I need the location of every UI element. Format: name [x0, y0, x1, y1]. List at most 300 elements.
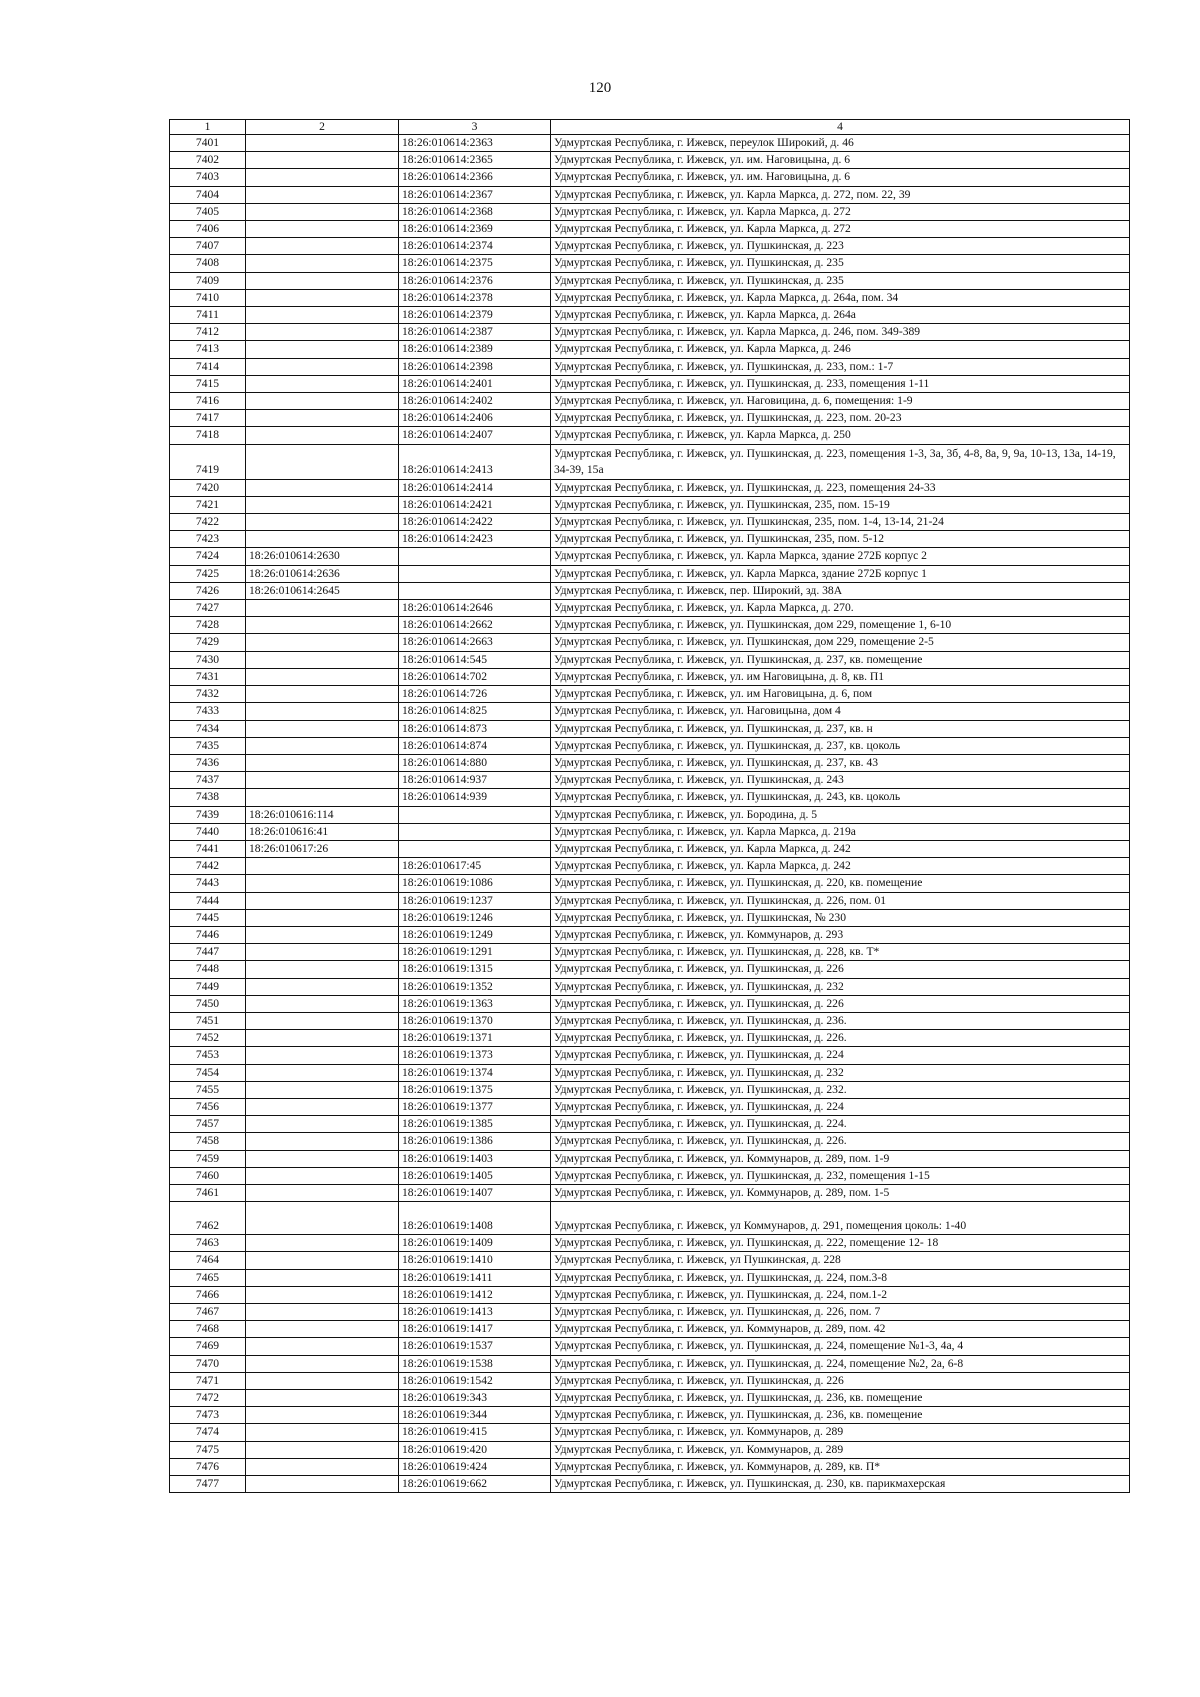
table-row [170, 1372, 1130, 1389]
cadastral-number-premises-cell: 18:26:010619:1417 [399, 1321, 551, 1338]
address-cell: Удмуртская Республика, г. Ижевск, ул. Пушкинская, д. 224. [551, 1116, 1130, 1133]
row-number-cell: 7450 [170, 995, 246, 1012]
address-cell: Удмуртская Республика, г. Ижевск, ул. Пушкинская, дом 229, помещение 1, 6-10 [551, 617, 1130, 634]
cadastral-number-building-cell [246, 772, 399, 789]
cadastral-number-building-cell [246, 909, 399, 926]
cadastral-number-building-cell [246, 221, 399, 238]
cadastral-number-premises-cell: 18:26:010614:2367 [399, 186, 551, 203]
cadastral-number-premises-cell: 18:26:010614:2414 [399, 479, 551, 496]
address-cell: Удмуртская Республика, г. Ижевск, ул. Коммунаров, д. 289 [551, 1441, 1130, 1458]
address-cell: Удмуртская Республика, г. Ижевск, ул. Карла Маркса, д. 242 [551, 840, 1130, 857]
cadastral-number-premises-cell: 18:26:010619:1370 [399, 1012, 551, 1029]
row-number-cell: 7470 [170, 1355, 246, 1372]
row-number-cell: 7449 [170, 978, 246, 995]
cadastral-number-building-cell [246, 686, 399, 703]
address-cell: Удмуртская Республика, г. Ижевск, ул. Пушкинская, д. 232. [551, 1081, 1130, 1098]
table-row [170, 686, 1130, 703]
cadastral-number-building-cell [246, 1133, 399, 1150]
address-cell: Удмуртская Республика, г. Ижевск, ул. Пушкинская, д. 223, помещения 1-3, 3а, 3б, 4-8, 8а, 9, 9а, 10-13, 13а, 14-19, 34-39, 15а [551, 444, 1130, 479]
table-row [170, 565, 1130, 582]
address-cell: Удмуртская Республика, г. Ижевск, ул. Пушкинская, д. 232, помещения 1-15 [551, 1167, 1130, 1184]
address-cell: Удмуртская Республика, г. Ижевск, ул. Пушкинская, д. 226. [551, 1030, 1130, 1047]
cadastral-number-building-cell [246, 152, 399, 169]
cadastral-number-building-cell [246, 1338, 399, 1355]
address-cell: Удмуртская Республика, г. Ижевск, ул. Пушкинская, д. 224, пом.1-2 [551, 1286, 1130, 1303]
cadastral-number-building-cell [246, 1286, 399, 1303]
table-row [170, 1150, 1130, 1167]
address-cell: Удмуртская Республика, г. Ижевск, ул. Пушкинская, д. 226 [551, 995, 1130, 1012]
cadastral-number-premises-cell: 18:26:010614:2389 [399, 341, 551, 358]
cadastral-number-building-cell [246, 1167, 399, 1184]
table-row [170, 410, 1130, 427]
cadastral-number-premises-cell: 18:26:010619:420 [399, 1441, 551, 1458]
row-number-cell: 7466 [170, 1286, 246, 1303]
table-row [170, 926, 1130, 943]
cadastral-number-premises-cell: 18:26:010619:1409 [399, 1235, 551, 1252]
table-row [170, 961, 1130, 978]
row-number-cell: 7411 [170, 307, 246, 324]
row-number-cell: 7431 [170, 668, 246, 685]
table-row [170, 892, 1130, 909]
table-row [170, 1286, 1130, 1303]
cadastral-number-premises-cell: 18:26:010614:2401 [399, 375, 551, 392]
table-row [170, 995, 1130, 1012]
cadastral-number-building-cell [246, 393, 399, 410]
row-number-cell: 7462 [170, 1202, 246, 1235]
cadastral-number-premises-cell: 18:26:010614:2422 [399, 514, 551, 531]
column-header-2: 2 [246, 120, 399, 135]
cadastral-number-premises-cell: 18:26:010614:2378 [399, 289, 551, 306]
address-cell: Удмуртская Республика, г. Ижевск, ул. Пушкинская, д. 223 [551, 238, 1130, 255]
cadastral-number-premises-cell: 18:26:010614:2366 [399, 169, 551, 186]
cadastral-number-premises-cell: 18:26:010619:1246 [399, 909, 551, 926]
address-cell: Удмуртская Республика, г. Ижевск, ул. Пушкинская, д. 226 [551, 961, 1130, 978]
cadastral-number-premises-cell: 18:26:010619:1385 [399, 1116, 551, 1133]
table-row [170, 375, 1130, 392]
row-number-cell: 7433 [170, 703, 246, 720]
table-row [170, 358, 1130, 375]
cadastral-number-premises-cell: 18:26:010619:1352 [399, 978, 551, 995]
cadastral-number-building-cell: 18:26:010617:26 [246, 840, 399, 857]
cadastral-number-building-cell [246, 1012, 399, 1029]
address-cell: Удмуртская Республика, г. Ижевск, ул. Пушкинская, д. 222, помещение 12- 18 [551, 1235, 1130, 1252]
cadastral-number-building-cell [246, 1321, 399, 1338]
address-cell: Удмуртская Республика, г. Ижевск, ул Коммунаров, д. 291, помещения цоколь: 1-40 [551, 1202, 1130, 1235]
row-number-cell: 7417 [170, 410, 246, 427]
table-row [170, 720, 1130, 737]
address-cell: Удмуртская Республика, г. Ижевск, ул. Пушкинская, д. 243 [551, 772, 1130, 789]
cadastral-number-premises-cell: 18:26:010614:2413 [399, 444, 551, 479]
address-cell: Удмуртская Республика, г. Ижевск, ул. Карла Маркса, д. 246, пом. 349-389 [551, 324, 1130, 341]
cadastral-number-premises-cell [399, 806, 551, 823]
row-number-cell: 7472 [170, 1390, 246, 1407]
address-cell: Удмуртская Республика, г. Ижевск, ул. Пушкинская, д. 220, кв. помещение [551, 875, 1130, 892]
address-cell: Удмуртская Республика, г. Ижевск, ул. Карла Маркса, д. 219а [551, 823, 1130, 840]
cadastral-number-premises-cell: 18:26:010614:2407 [399, 427, 551, 444]
row-number-cell: 7461 [170, 1184, 246, 1201]
table-row [170, 444, 1130, 479]
cadastral-number-premises-cell: 18:26:010614:2374 [399, 238, 551, 255]
row-number-cell: 7446 [170, 926, 246, 943]
cadastral-number-building-cell [246, 703, 399, 720]
table-row [170, 703, 1130, 720]
row-number-cell: 7435 [170, 737, 246, 754]
table-row [170, 427, 1130, 444]
row-number-cell: 7476 [170, 1458, 246, 1475]
address-cell: Удмуртская Республика, г. Ижевск, ул. Пушкинская, д. 232 [551, 978, 1130, 995]
address-cell: Удмуртская Республика, г. Ижевск, ул. Бородина, д. 5 [551, 806, 1130, 823]
cadastral-number-building-cell [246, 375, 399, 392]
address-cell: Удмуртская Республика, г. Ижевск, ул. Пушкинская, д. 236. [551, 1012, 1130, 1029]
cadastral-number-premises-cell: 18:26:010619:1408 [399, 1202, 551, 1235]
cadastral-number-building-cell [246, 307, 399, 324]
cadastral-number-building-cell [246, 289, 399, 306]
table-row [170, 1030, 1130, 1047]
cadastral-number-premises-cell: 18:26:010614:2363 [399, 135, 551, 152]
table-row [170, 1424, 1130, 1441]
cadastral-number-premises-cell: 18:26:010619:343 [399, 1390, 551, 1407]
table-row [170, 651, 1130, 668]
address-cell: Удмуртская Республика, г. Ижевск, ул. Пушкинская, д. 230, кв. парикмахерская [551, 1476, 1130, 1493]
address-cell: Удмуртская Республика, г. Ижевск, ул. Пушкинская, д. 224, пом.3-8 [551, 1269, 1130, 1286]
table-row [170, 238, 1130, 255]
cadastral-number-premises-cell [399, 840, 551, 857]
row-number-cell: 7454 [170, 1064, 246, 1081]
cadastral-number-building-cell [246, 617, 399, 634]
row-number-cell: 7452 [170, 1030, 246, 1047]
cadastral-number-building-cell [246, 600, 399, 617]
row-number-cell: 7458 [170, 1133, 246, 1150]
cadastral-number-premises-cell: 18:26:010614:825 [399, 703, 551, 720]
address-cell: Удмуртская Республика, г. Ижевск, ул. Пушкинская, 235, пом. 15-19 [551, 496, 1130, 513]
row-number-cell: 7460 [170, 1167, 246, 1184]
row-number-cell: 7423 [170, 531, 246, 548]
table-row [170, 840, 1130, 857]
table-row [170, 186, 1130, 203]
row-number-cell: 7420 [170, 479, 246, 496]
address-cell: Удмуртская Республика, г. Ижевск, ул. Наговицына, дом 4 [551, 703, 1130, 720]
row-number-cell: 7432 [170, 686, 246, 703]
cadastral-number-premises-cell: 18:26:010614:2646 [399, 600, 551, 617]
cadastral-number-premises-cell: 18:26:010619:1291 [399, 944, 551, 961]
table-row [170, 1269, 1130, 1286]
page-number: 120 [588, 80, 612, 96]
cadastral-number-building-cell [246, 1355, 399, 1372]
cadastral-number-premises-cell: 18:26:010614:726 [399, 686, 551, 703]
cadastral-number-premises-cell: 18:26:010619:1405 [399, 1167, 551, 1184]
cadastral-number-building-cell [246, 1424, 399, 1441]
register-body [170, 135, 1130, 1493]
cadastral-number-premises-cell: 18:26:010619:1249 [399, 926, 551, 943]
table-row [170, 1304, 1130, 1321]
table-row [170, 789, 1130, 806]
cadastral-number-premises-cell [399, 548, 551, 565]
row-number-cell: 7457 [170, 1116, 246, 1133]
table-row [170, 1321, 1130, 1338]
row-number-cell: 7451 [170, 1012, 246, 1029]
row-number-cell: 7453 [170, 1047, 246, 1064]
address-cell: Удмуртская Республика, г. Ижевск, ул. Коммунаров, д. 289, пом. 42 [551, 1321, 1130, 1338]
table-row [170, 479, 1130, 496]
cadastral-number-building-cell [246, 1047, 399, 1064]
table-row [170, 307, 1130, 324]
row-number-cell: 7469 [170, 1338, 246, 1355]
address-cell: Удмуртская Республика, г. Ижевск, ул. Пушкинская, 235, пом. 5-12 [551, 531, 1130, 548]
address-cell: Удмуртская Республика, г. Ижевск, ул. Пушкинская, д. 228, кв. Т* [551, 944, 1130, 961]
cadastral-number-premises-cell: 18:26:010619:1413 [399, 1304, 551, 1321]
cadastral-number-premises-cell: 18:26:010619:1403 [399, 1150, 551, 1167]
cadastral-number-building-cell [246, 926, 399, 943]
row-number-cell: 7436 [170, 754, 246, 771]
cadastral-number-premises-cell: 18:26:010614:2376 [399, 272, 551, 289]
address-cell: Удмуртская Республика, г. Ижевск, ул. Пушкинская, д. 226, пом. 7 [551, 1304, 1130, 1321]
cadastral-number-premises-cell: 18:26:010619:1410 [399, 1252, 551, 1269]
cadastral-number-premises-cell [399, 565, 551, 582]
table-row [170, 514, 1130, 531]
address-cell: Удмуртская Республика, г. Ижевск, ул. Карла Маркса, д. 264а [551, 307, 1130, 324]
row-number-cell: 7427 [170, 600, 246, 617]
cadastral-number-building-cell [246, 410, 399, 427]
cadastral-number-building-cell [246, 324, 399, 341]
address-cell: Удмуртская Республика, г. Ижевск, ул. Коммунаров, д. 289 [551, 1424, 1130, 1441]
address-cell: Удмуртская Республика, г. Ижевск, переулок Широкий, д. 46 [551, 135, 1130, 152]
cadastral-number-building-cell: 18:26:010616:41 [246, 823, 399, 840]
address-cell: Удмуртская Республика, г. Ижевск, ул. Пушкинская, д. 223, помещения 24-33 [551, 479, 1130, 496]
table-row [170, 1407, 1130, 1424]
address-cell: Удмуртская Республика, г. Ижевск, ул. Пушкинская, д. 226. [551, 1133, 1130, 1150]
table-row [170, 255, 1130, 272]
table-row [170, 823, 1130, 840]
address-cell: Удмуртская Республика, г. Ижевск, ул. Пушкинская, д. 237, кв. н [551, 720, 1130, 737]
cadastral-number-premises-cell: 18:26:010619:344 [399, 1407, 551, 1424]
address-cell: Удмуртская Республика, г. Ижевск, ул. Пушкинская, № 230 [551, 909, 1130, 926]
row-number-cell: 7473 [170, 1407, 246, 1424]
table-row [170, 617, 1130, 634]
row-number-cell: 7416 [170, 393, 246, 410]
address-cell: Удмуртская Республика, г. Ижевск, ул. Коммунаров, д. 289, кв. П* [551, 1458, 1130, 1475]
address-cell: Удмуртская Республика, г. Ижевск, ул. Пушкинская, д. 223, пом. 20-23 [551, 410, 1130, 427]
cadastral-number-building-cell [246, 1458, 399, 1475]
cadastral-number-building-cell [246, 789, 399, 806]
row-number-cell: 7434 [170, 720, 246, 737]
address-cell: Удмуртская Республика, г. Ижевск, ул. им. Наговицына, д. 6 [551, 169, 1130, 186]
cadastral-number-building-cell [246, 858, 399, 875]
row-number-cell: 7415 [170, 375, 246, 392]
cadastral-number-building-cell [246, 978, 399, 995]
cadastral-number-premises-cell: 18:26:010619:1542 [399, 1372, 551, 1389]
row-number-cell: 7448 [170, 961, 246, 978]
address-cell: Удмуртская Республика, г. Ижевск, ул. Карла Маркса, д. 270. [551, 600, 1130, 617]
address-cell: Удмуртская Республика, г. Ижевск, ул. Карла Маркса, д. 264а, пом. 34 [551, 289, 1130, 306]
cadastral-number-building-cell: 18:26:010614:2636 [246, 565, 399, 582]
row-number-cell: 7428 [170, 617, 246, 634]
table-row [170, 341, 1130, 358]
cadastral-number-building-cell [246, 892, 399, 909]
row-number-cell: 7412 [170, 324, 246, 341]
cadastral-number-premises-cell: 18:26:010614:2402 [399, 393, 551, 410]
address-cell: Удмуртская Республика, г. Ижевск, ул. Пушкинская, д. 235 [551, 255, 1130, 272]
cadastral-number-premises-cell: 18:26:010619:1363 [399, 995, 551, 1012]
cadastral-number-premises-cell: 18:26:010619:1412 [399, 1286, 551, 1303]
cadastral-number-building-cell [246, 186, 399, 203]
address-cell: Удмуртская Республика, г. Ижевск, ул. Пушкинская, д. 235 [551, 272, 1130, 289]
address-cell: Удмуртская Республика, г. Ижевск, ул. Пушкинская, д. 237, кв. цоколь [551, 737, 1130, 754]
cadastral-number-premises-cell: 18:26:010619:1374 [399, 1064, 551, 1081]
cadastral-number-building-cell [246, 238, 399, 255]
row-number-cell: 7408 [170, 255, 246, 272]
table-row [170, 634, 1130, 651]
cadastral-number-building-cell [246, 444, 399, 479]
cadastral-number-building-cell [246, 341, 399, 358]
table-row [170, 944, 1130, 961]
cadastral-number-premises-cell [399, 582, 551, 599]
address-cell: Удмуртская Республика, г. Ижевск, ул. им. Наговицына, д. 6 [551, 152, 1130, 169]
table-row [170, 1390, 1130, 1407]
table-row [170, 875, 1130, 892]
cadastral-number-premises-cell: 18:26:010619:662 [399, 1476, 551, 1493]
row-number-cell: 7425 [170, 565, 246, 582]
cadastral-number-building-cell [246, 514, 399, 531]
cadastral-number-building-cell [246, 272, 399, 289]
cadastral-number-building-cell [246, 651, 399, 668]
cadastral-number-premises-cell: 18:26:010614:2423 [399, 531, 551, 548]
table-row [170, 1116, 1130, 1133]
address-cell: Удмуртская Республика, г. Ижевск, ул. Пушкинская, д. 226, пом. 01 [551, 892, 1130, 909]
table-row [170, 1235, 1130, 1252]
cadastral-number-premises-cell: 18:26:010614:545 [399, 651, 551, 668]
row-number-cell: 7477 [170, 1476, 246, 1493]
row-number-cell: 7444 [170, 892, 246, 909]
table-row [170, 1202, 1130, 1235]
address-cell: Удмуртская Республика, г. Ижевск, ул. Пушкинская, д. 233, помещения 1-11 [551, 375, 1130, 392]
row-number-cell: 7422 [170, 514, 246, 531]
table-row [170, 1252, 1130, 1269]
address-cell: Удмуртская Республика, г. Ижевск, ул. Карла Маркса, д. 250 [551, 427, 1130, 444]
row-number-cell: 7464 [170, 1252, 246, 1269]
row-number-cell: 7403 [170, 169, 246, 186]
address-cell: Удмуртская Республика, г. Ижевск, ул. Пушкинская, д. 232 [551, 1064, 1130, 1081]
cadastral-number-building-cell [246, 1304, 399, 1321]
cadastral-number-building-cell [246, 961, 399, 978]
row-number-cell: 7447 [170, 944, 246, 961]
cadastral-number-building-cell [246, 995, 399, 1012]
cadastral-number-premises-cell: 18:26:010619:1086 [399, 875, 551, 892]
cadastral-number-building-cell [246, 531, 399, 548]
cadastral-number-premises-cell: 18:26:010619:424 [399, 1458, 551, 1475]
cadastral-number-building-cell [246, 634, 399, 651]
row-number-cell: 7456 [170, 1098, 246, 1115]
row-number-cell: 7437 [170, 772, 246, 789]
cadastral-number-premises-cell: 18:26:010619:1407 [399, 1184, 551, 1201]
table-row [170, 272, 1130, 289]
address-cell: Удмуртская Республика, г. Ижевск, ул. Пушкинская, д. 237, кв. помещение [551, 651, 1130, 668]
cadastral-number-premises-cell: 18:26:010614:2387 [399, 324, 551, 341]
row-number-cell: 7429 [170, 634, 246, 651]
cadastral-number-premises-cell: 18:26:010614:2398 [399, 358, 551, 375]
row-number-cell: 7443 [170, 875, 246, 892]
cadastral-number-premises-cell: 18:26:010614:873 [399, 720, 551, 737]
cadastral-number-premises-cell: 18:26:010614:874 [399, 737, 551, 754]
row-number-cell: 7419 [170, 444, 246, 479]
table-row [170, 221, 1130, 238]
cadastral-number-premises-cell: 18:26:010619:1411 [399, 1269, 551, 1286]
row-number-cell: 7402 [170, 152, 246, 169]
cadastral-number-building-cell [246, 737, 399, 754]
row-number-cell: 7459 [170, 1150, 246, 1167]
address-cell: Удмуртская Республика, г. Ижевск, ул. Карла Маркса, д. 242 [551, 858, 1130, 875]
address-cell: Удмуртская Республика, г. Ижевск, ул. Пушкинская, д. 224, помещение №1-3, 4а, 4 [551, 1338, 1130, 1355]
cadastral-number-building-cell [246, 720, 399, 737]
cadastral-number-premises-cell: 18:26:010614:880 [399, 754, 551, 771]
address-cell: Удмуртская Республика, г. Ижевск, ул. им Наговицына, д. 6, пом [551, 686, 1130, 703]
cadastral-number-building-cell: 18:26:010614:2645 [246, 582, 399, 599]
address-cell: Удмуртская Республика, г. Ижевск, ул. им Наговицына, д. 8, кв. П1 [551, 668, 1130, 685]
address-cell: Удмуртская Республика, г. Ижевск, ул. Пушкинская, д. 224 [551, 1098, 1130, 1115]
table-row [170, 1338, 1130, 1355]
address-cell: Удмуртская Республика, г. Ижевск, ул. Коммунаров, д. 289, пом. 1-9 [551, 1150, 1130, 1167]
cadastral-number-building-cell [246, 1030, 399, 1047]
table-row [170, 1064, 1130, 1081]
table-row [170, 1184, 1130, 1201]
table-row [170, 1476, 1130, 1493]
row-number-cell: 7463 [170, 1235, 246, 1252]
address-cell: Удмуртская Республика, г. Ижевск, ул. Пушкинская, д. 236, кв. помещение [551, 1407, 1130, 1424]
row-number-cell: 7426 [170, 582, 246, 599]
table-row [170, 668, 1130, 685]
table-row [170, 152, 1130, 169]
address-cell: Удмуртская Республика, г. Ижевск, ул. Пушкинская, 235, пом. 1-4, 13-14, 21-24 [551, 514, 1130, 531]
table-row [170, 393, 1130, 410]
cadastral-number-building-cell [246, 754, 399, 771]
table-row [170, 1047, 1130, 1064]
cadastral-number-premises-cell: 18:26:010614:2365 [399, 152, 551, 169]
table-row [170, 1355, 1130, 1372]
address-cell: Удмуртская Республика, г. Ижевск, ул. Пушкинская, д. 224 [551, 1047, 1130, 1064]
row-number-cell: 7445 [170, 909, 246, 926]
row-number-cell: 7424 [170, 548, 246, 565]
cadastral-number-building-cell [246, 496, 399, 513]
table-row [170, 548, 1130, 565]
row-number-cell: 7410 [170, 289, 246, 306]
table-row [170, 531, 1130, 548]
cadastral-number-building-cell [246, 1184, 399, 1201]
cadastral-number-premises-cell: 18:26:010614:2421 [399, 496, 551, 513]
cadastral-number-premises-cell [399, 823, 551, 840]
address-cell: Удмуртская Республика, г. Ижевск, ул. Пушкинская, д. 243, кв. цоколь [551, 789, 1130, 806]
cadastral-number-premises-cell: 18:26:010614:2379 [399, 307, 551, 324]
address-cell: Удмуртская Республика, г. Ижевск, ул. Пушкинская, дом 229, помещение 2-5 [551, 634, 1130, 651]
table-row [170, 600, 1130, 617]
cadastral-number-premises-cell: 18:26:010614:2369 [399, 221, 551, 238]
row-number-cell: 7401 [170, 135, 246, 152]
row-number-cell: 7430 [170, 651, 246, 668]
cadastral-number-premises-cell: 18:26:010619:1538 [399, 1355, 551, 1372]
address-cell: Удмуртская Республика, г. Ижевск, ул. Карла Маркса, здание 272Б корпус 1 [551, 565, 1130, 582]
cadastral-number-building-cell [246, 944, 399, 961]
row-number-cell: 7465 [170, 1269, 246, 1286]
row-number-cell: 7467 [170, 1304, 246, 1321]
cadastral-number-building-cell [246, 1372, 399, 1389]
table-row [170, 978, 1130, 995]
register-table [169, 119, 1130, 1493]
table-row [170, 1098, 1130, 1115]
table-row [170, 1458, 1130, 1475]
cadastral-number-building-cell [246, 1390, 399, 1407]
cadastral-number-building-cell [246, 875, 399, 892]
table-row [170, 169, 1130, 186]
row-number-cell: 7414 [170, 358, 246, 375]
row-number-cell: 7439 [170, 806, 246, 823]
